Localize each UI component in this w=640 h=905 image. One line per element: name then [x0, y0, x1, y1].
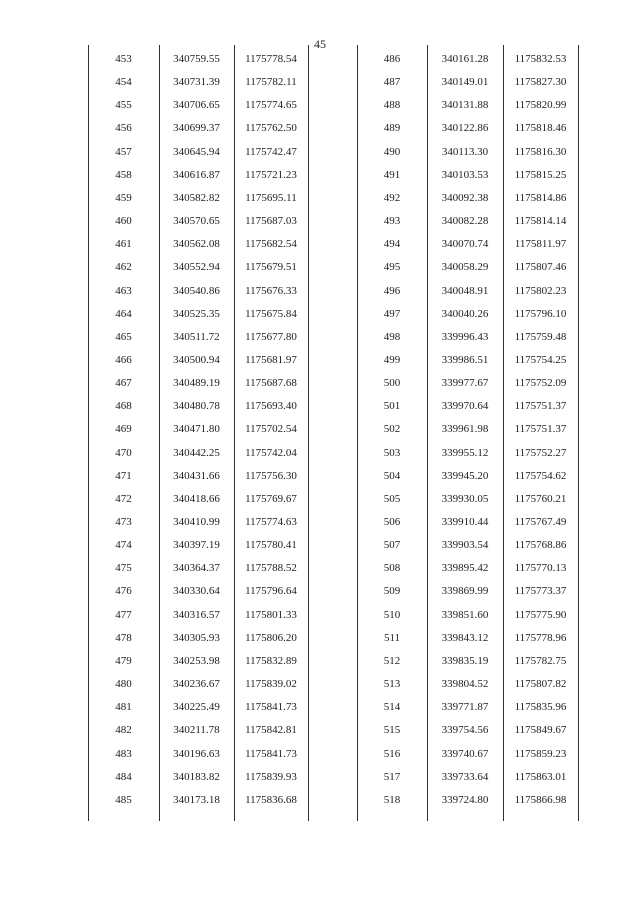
point-number-cell: 499 — [383, 353, 401, 366]
x-coordinate-cell: 340082.28 — [441, 215, 489, 228]
x-coordinate-cell: 340330.64 — [173, 585, 220, 598]
x-coordinate-cell: 340562.08 — [173, 238, 220, 251]
x-coordinate-cell: 339930.05 — [441, 492, 489, 505]
table-row — [88, 534, 308, 557]
y-coordinate-cell: 1175751.37 — [514, 400, 567, 413]
x-coordinate-cell: 339996.43 — [441, 330, 489, 343]
x-coordinate-cell: 340161.28 — [441, 53, 489, 65]
point-number-cell: 469 — [115, 423, 132, 436]
point-number-cell: 480 — [115, 678, 132, 691]
x-coordinate-cell: 340540.86 — [173, 284, 220, 297]
y-coordinate-cell: 1175802.23 — [514, 284, 567, 297]
x-coordinate-cell: 340442.25 — [173, 446, 220, 459]
point-number-cell: 461 — [115, 238, 132, 251]
point-number-cell: 498 — [383, 330, 401, 343]
point-number-cell: 488 — [383, 99, 401, 112]
table-row — [357, 94, 578, 117]
table-row — [88, 117, 308, 140]
x-coordinate-cell: 340196.63 — [173, 747, 220, 760]
y-coordinate-cell: 1175807.46 — [514, 261, 567, 274]
table-row — [88, 442, 308, 465]
y-coordinate-cell: 1175782.11 — [245, 76, 297, 89]
y-coordinate-cell: 1175687.68 — [245, 377, 297, 390]
y-coordinate-cell: 1175695.11 — [245, 191, 297, 204]
y-coordinate-cell: 1175687.03 — [245, 215, 297, 228]
point-number-cell: 494 — [383, 238, 401, 251]
point-number-cell: 464 — [115, 307, 132, 320]
point-number-cell: 482 — [115, 724, 132, 737]
y-coordinate-cell: 1175839.02 — [245, 678, 297, 691]
x-coordinate-cell: 339851.60 — [441, 608, 489, 621]
y-coordinate-cell: 1175742.04 — [245, 446, 297, 459]
point-number-cell: 459 — [115, 191, 132, 204]
table-row — [88, 604, 308, 627]
x-coordinate-cell: 340418.66 — [173, 492, 220, 505]
table-row — [357, 395, 578, 418]
y-coordinate-cell: 1175807.82 — [514, 678, 567, 691]
table-row — [357, 164, 578, 187]
x-coordinate-cell: 339961.98 — [441, 423, 489, 436]
x-coordinate-cell: 340122.86 — [441, 122, 489, 135]
point-number-cell: 504 — [383, 469, 401, 482]
y-coordinate-cell: 1175675.84 — [245, 307, 297, 320]
x-coordinate-cell: 340040.26 — [441, 307, 489, 320]
x-coordinate-cell: 339910.44 — [441, 516, 489, 528]
x-coordinate-cell: 339843.12 — [441, 631, 489, 644]
y-coordinate-cell: 1175769.67 — [245, 492, 297, 505]
y-coordinate-cell: 1175752.09 — [514, 377, 567, 390]
x-coordinate-cell: 339970.64 — [441, 400, 489, 413]
y-coordinate-cell: 1175806.20 — [245, 631, 297, 644]
point-number-cell: 457 — [115, 145, 132, 158]
table-row — [88, 395, 308, 418]
y-coordinate-cell: 1175770.13 — [514, 562, 567, 575]
table-row — [357, 557, 578, 580]
point-number-cell: 476 — [115, 585, 132, 598]
y-coordinate-cell: 1175754.62 — [514, 469, 567, 482]
table-row — [88, 580, 308, 603]
point-number-cell: 474 — [115, 539, 132, 552]
x-coordinate-cell: 339869.99 — [441, 585, 489, 598]
x-coordinate-cell: 340113.30 — [441, 145, 489, 158]
point-number-cell: 489 — [383, 122, 401, 135]
x-coordinate-cell: 340225.49 — [173, 701, 220, 714]
y-coordinate-cell: 1175754.25 — [514, 353, 567, 366]
point-number-cell: 454 — [115, 76, 132, 89]
point-number-cell: 478 — [115, 631, 132, 644]
x-coordinate-cell: 339895.42 — [441, 562, 489, 575]
point-number-cell: 475 — [115, 562, 132, 575]
point-number-cell: 515 — [383, 724, 401, 737]
table-row — [357, 187, 578, 210]
point-number-cell: 463 — [115, 284, 132, 297]
point-number-cell: 496 — [383, 284, 401, 297]
point-number-cell: 506 — [383, 516, 401, 528]
table-row — [88, 164, 308, 187]
point-number-cell: 501 — [383, 400, 401, 413]
x-coordinate-cell: 340211.78 — [173, 724, 220, 737]
y-coordinate-cell: 1175841.73 — [245, 701, 297, 714]
x-coordinate-cell: 340480.78 — [173, 400, 220, 413]
point-number-cell: 516 — [383, 747, 401, 760]
x-coordinate-cell: 340058.29 — [441, 261, 489, 274]
point-number-cell: 465 — [115, 330, 132, 343]
coordinate-table-left — [88, 45, 308, 821]
x-coordinate-cell: 339771.87 — [441, 701, 489, 714]
y-coordinate-cell: 1175759.48 — [514, 330, 567, 343]
x-coordinate-cell: 340092.38 — [441, 191, 489, 204]
table-row — [357, 534, 578, 557]
point-number-cell: 460 — [115, 215, 132, 228]
y-coordinate-cell: 1175742.47 — [245, 145, 297, 158]
point-number-cell: 514 — [383, 701, 401, 714]
y-coordinate-cell: 1175832.89 — [245, 654, 297, 667]
table-row — [88, 141, 308, 164]
x-coordinate-cell: 340103.53 — [441, 168, 489, 181]
point-number-cell: 503 — [383, 446, 401, 459]
point-number-cell: 472 — [115, 492, 132, 505]
table-row — [88, 650, 308, 673]
point-number-cell: 497 — [383, 307, 401, 320]
x-coordinate-cell: 340582.82 — [173, 191, 220, 204]
table-row — [357, 303, 578, 326]
x-coordinate-cell: 340731.39 — [173, 76, 220, 89]
y-coordinate-cell: 1175839.93 — [245, 770, 297, 783]
x-coordinate-cell: 340645.94 — [173, 145, 220, 158]
x-coordinate-cell: 340706.65 — [173, 99, 220, 112]
x-coordinate-cell: 340236.67 — [173, 678, 220, 691]
table-row — [357, 48, 578, 71]
point-number-cell: 513 — [383, 678, 401, 691]
x-coordinate-cell: 340173.18 — [173, 793, 220, 806]
y-coordinate-cell: 1175820.99 — [514, 99, 567, 112]
y-coordinate-cell: 1175778.96 — [514, 631, 567, 644]
point-number-cell: 479 — [115, 654, 132, 667]
y-coordinate-cell: 1175814.86 — [514, 191, 567, 204]
x-coordinate-cell: 339986.51 — [441, 353, 489, 366]
point-number-cell: 484 — [115, 770, 132, 783]
point-number-cell: 502 — [383, 423, 401, 436]
column-divider — [578, 45, 579, 821]
table-row — [88, 743, 308, 766]
table-row — [88, 789, 308, 812]
x-coordinate-cell: 340131.88 — [441, 99, 489, 112]
x-coordinate-cell: 340253.98 — [173, 654, 220, 667]
x-coordinate-cell: 339955.12 — [441, 446, 489, 459]
x-coordinate-cell: 340431.66 — [173, 469, 220, 482]
y-coordinate-cell: 1175796.64 — [245, 585, 297, 598]
y-coordinate-cell: 1175677.80 — [245, 330, 297, 343]
x-coordinate-cell: 340048.91 — [441, 284, 489, 297]
table-row — [88, 696, 308, 719]
table-row — [88, 719, 308, 742]
table-row — [357, 326, 578, 349]
point-number-cell: 485 — [115, 793, 132, 806]
table-row — [357, 442, 578, 465]
table-row — [357, 789, 578, 812]
table-row — [357, 696, 578, 719]
table-row — [357, 71, 578, 94]
table-row — [357, 210, 578, 233]
x-coordinate-cell: 339733.64 — [441, 770, 489, 783]
x-coordinate-cell: 340511.72 — [173, 330, 220, 343]
y-coordinate-cell: 1175682.54 — [245, 238, 297, 251]
y-coordinate-cell: 1175676.33 — [245, 284, 297, 297]
table-row — [88, 465, 308, 488]
table-row — [357, 256, 578, 279]
table-row — [357, 673, 578, 696]
point-number-cell: 470 — [115, 446, 132, 459]
table-row — [357, 349, 578, 372]
y-coordinate-cell: 1175835.96 — [514, 701, 567, 714]
x-coordinate-cell: 339724.80 — [441, 793, 489, 806]
y-coordinate-cell: 1175721.23 — [245, 168, 297, 181]
point-number-cell: 467 — [115, 377, 132, 390]
y-coordinate-cell: 1175836.68 — [245, 793, 297, 806]
x-coordinate-cell: 339977.67 — [441, 377, 489, 390]
y-coordinate-cell: 1175814.14 — [514, 215, 567, 228]
point-number-cell: 518 — [383, 793, 401, 806]
point-number-cell: 483 — [115, 747, 132, 760]
y-coordinate-cell: 1175774.65 — [245, 99, 297, 112]
table-row — [357, 280, 578, 303]
x-coordinate-cell: 339740.67 — [441, 747, 489, 760]
y-coordinate-cell: 1175774.63 — [245, 516, 297, 528]
x-coordinate-cell: 340410.99 — [173, 516, 220, 528]
table-row — [88, 71, 308, 94]
point-number-cell: 492 — [383, 191, 401, 204]
table-row — [88, 766, 308, 789]
y-coordinate-cell: 1175801.33 — [245, 608, 297, 621]
x-coordinate-cell: 339945.20 — [441, 469, 489, 482]
table-row — [357, 580, 578, 603]
table-row — [88, 372, 308, 395]
table-row — [357, 627, 578, 650]
table-row — [88, 48, 308, 71]
x-coordinate-cell: 340500.94 — [173, 353, 220, 366]
y-coordinate-cell: 1175788.52 — [245, 562, 297, 575]
x-coordinate-cell: 340397.19 — [173, 539, 220, 552]
y-coordinate-cell: 1175780.41 — [245, 539, 297, 552]
y-coordinate-cell: 1175859.23 — [514, 747, 567, 760]
point-number-cell: 510 — [383, 608, 401, 621]
y-coordinate-cell: 1175768.86 — [514, 539, 567, 552]
table-row — [357, 743, 578, 766]
point-number-cell: 458 — [115, 168, 132, 181]
point-number-cell: 511 — [383, 631, 401, 644]
point-number-cell: 490 — [383, 145, 401, 158]
y-coordinate-cell: 1175815.25 — [514, 168, 567, 181]
point-number-cell: 477 — [115, 608, 132, 621]
point-number-cell: 509 — [383, 585, 401, 598]
point-number-cell: 453 — [115, 53, 132, 65]
y-coordinate-cell: 1175767.49 — [514, 516, 567, 528]
y-coordinate-cell: 1175811.97 — [514, 238, 567, 251]
point-number-cell: 455 — [115, 99, 132, 112]
table-row — [357, 233, 578, 256]
point-number-cell: 500 — [383, 377, 401, 390]
x-coordinate-cell: 340070.74 — [441, 238, 489, 251]
table-row — [88, 233, 308, 256]
table-row — [357, 650, 578, 673]
x-coordinate-cell: 340552.94 — [173, 261, 220, 274]
y-coordinate-cell: 1175752.27 — [514, 446, 567, 459]
point-number-cell: 505 — [383, 492, 401, 505]
table-row — [357, 604, 578, 627]
y-coordinate-cell: 1175773.37 — [514, 585, 567, 598]
x-coordinate-cell: 339804.52 — [441, 678, 489, 691]
y-coordinate-cell: 1175816.30 — [514, 145, 567, 158]
point-number-cell: 486 — [383, 53, 401, 65]
coordinate-table-right — [357, 45, 578, 821]
table-row — [88, 488, 308, 511]
y-coordinate-cell: 1175762.50 — [245, 122, 297, 135]
point-number-cell: 481 — [115, 701, 132, 714]
y-coordinate-cell: 1175702.54 — [245, 423, 297, 436]
y-coordinate-cell: 1175693.40 — [245, 400, 297, 413]
table-row — [357, 766, 578, 789]
table-row — [88, 187, 308, 210]
y-coordinate-cell: 1175782.75 — [514, 654, 567, 667]
table-row — [88, 280, 308, 303]
x-coordinate-cell: 340489.19 — [173, 377, 220, 390]
point-number-cell: 466 — [115, 353, 132, 366]
x-coordinate-cell: 340570.65 — [173, 215, 220, 228]
table-row — [88, 418, 308, 441]
x-coordinate-cell: 340616.87 — [173, 168, 220, 181]
y-coordinate-cell: 1175778.54 — [245, 53, 297, 65]
y-coordinate-cell: 1175849.67 — [514, 724, 567, 737]
page-number: 45 — [314, 37, 326, 51]
y-coordinate-cell: 1175760.21 — [514, 492, 567, 505]
point-number-cell: 512 — [383, 654, 401, 667]
point-number-cell: 473 — [115, 516, 132, 528]
point-number-cell: 468 — [115, 400, 132, 413]
table-row — [357, 372, 578, 395]
point-number-cell: 487 — [383, 76, 401, 89]
x-coordinate-cell: 340149.01 — [441, 76, 489, 89]
x-coordinate-cell: 340699.37 — [173, 122, 220, 135]
x-coordinate-cell: 340471.80 — [173, 423, 220, 436]
y-coordinate-cell: 1175679.51 — [245, 261, 297, 274]
table-row — [357, 418, 578, 441]
point-number-cell: 471 — [115, 469, 132, 482]
y-coordinate-cell: 1175832.53 — [514, 53, 567, 65]
y-coordinate-cell: 1175827.30 — [514, 76, 567, 89]
table-row — [88, 256, 308, 279]
x-coordinate-cell: 340316.57 — [173, 608, 220, 621]
y-coordinate-cell: 1175775.90 — [514, 608, 567, 621]
y-coordinate-cell: 1175756.30 — [245, 469, 297, 482]
table-row — [357, 511, 578, 534]
table-row — [88, 303, 308, 326]
table-row — [357, 141, 578, 164]
table-row — [88, 349, 308, 372]
point-number-cell: 491 — [383, 168, 401, 181]
y-coordinate-cell: 1175841.73 — [245, 747, 297, 760]
table-row — [88, 94, 308, 117]
x-coordinate-cell: 340305.93 — [173, 631, 220, 644]
x-coordinate-cell: 339835.19 — [441, 654, 489, 667]
table-row — [88, 673, 308, 696]
y-coordinate-cell: 1175842.81 — [245, 724, 297, 737]
table-row — [357, 117, 578, 140]
x-coordinate-cell: 340183.82 — [173, 770, 220, 783]
x-coordinate-cell: 339754.56 — [441, 724, 489, 737]
x-coordinate-cell: 340364.37 — [173, 562, 220, 575]
x-coordinate-cell: 340525.35 — [173, 307, 220, 320]
table-row — [88, 210, 308, 233]
table-row — [357, 719, 578, 742]
table-row — [357, 488, 578, 511]
y-coordinate-cell: 1175818.46 — [514, 122, 567, 135]
table-row — [88, 326, 308, 349]
y-coordinate-cell: 1175751.37 — [514, 423, 567, 436]
point-number-cell: 456 — [115, 122, 132, 135]
table-row — [88, 627, 308, 650]
y-coordinate-cell: 1175866.98 — [514, 793, 567, 806]
y-coordinate-cell: 1175863.01 — [514, 770, 567, 783]
table-row — [88, 511, 308, 534]
table-row — [88, 557, 308, 580]
point-number-cell: 493 — [383, 215, 401, 228]
y-coordinate-cell: 1175681.97 — [245, 353, 297, 366]
point-number-cell: 507 — [383, 539, 401, 552]
x-coordinate-cell: 339903.54 — [441, 539, 489, 552]
y-coordinate-cell: 1175796.10 — [514, 307, 567, 320]
column-divider — [308, 45, 309, 821]
point-number-cell: 462 — [115, 261, 132, 274]
point-number-cell: 495 — [383, 261, 401, 274]
point-number-cell: 517 — [383, 770, 401, 783]
point-number-cell: 508 — [383, 562, 401, 575]
x-coordinate-cell: 340759.55 — [173, 53, 220, 65]
table-row — [357, 465, 578, 488]
